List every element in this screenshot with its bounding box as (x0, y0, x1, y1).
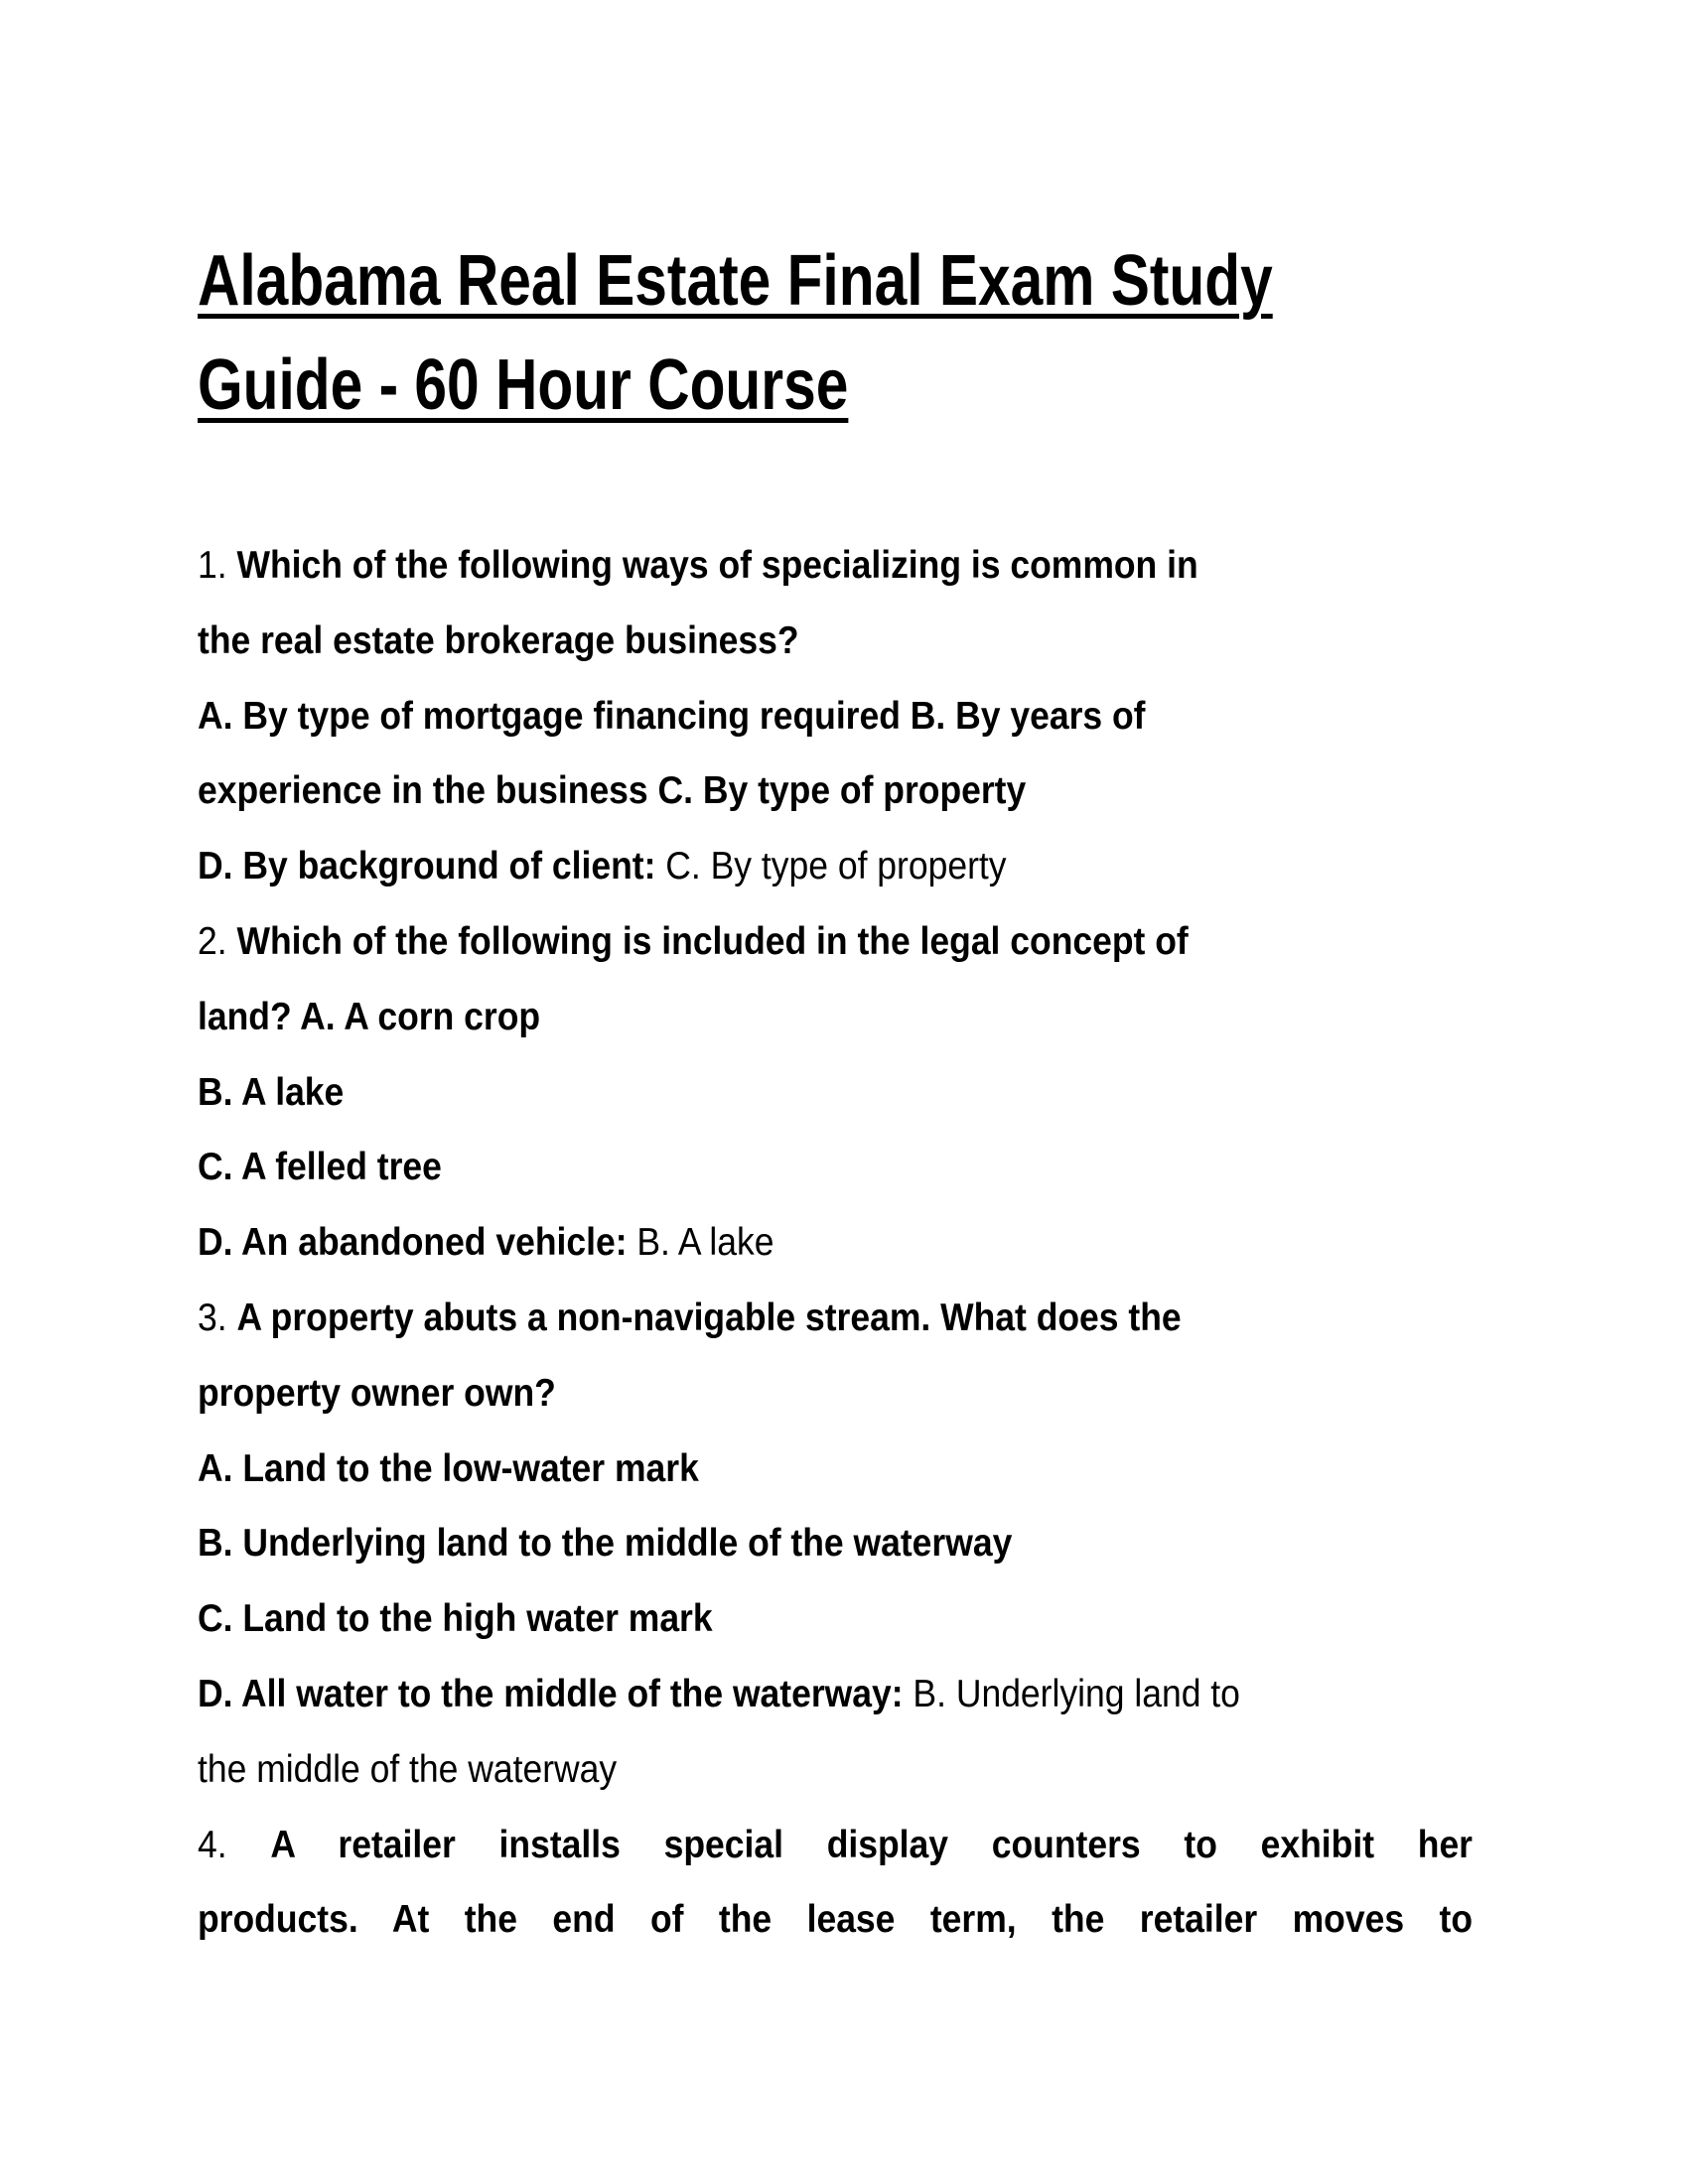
bold-text: experience in the business C. By type of property (198, 769, 1027, 813)
bold-text: Which of the following ways of specializing is common in (236, 544, 1198, 587)
text-line (198, 1506, 1473, 1581)
bold-text: property owner own? (198, 1371, 556, 1415)
bold-text: A property abuts a non-navigable stream. What does the (236, 1296, 1182, 1339)
regular-text: C. By type of property (655, 845, 1007, 888)
bold-text: Which of the following is included in the legal concept of (236, 919, 1189, 963)
text-line (198, 1808, 1473, 1883)
bold-text: D. By background of client: (198, 845, 656, 888)
text-line (198, 1205, 1473, 1281)
text-line (198, 1356, 1473, 1432)
regular-text: 2. (198, 919, 237, 963)
regular-text: 3. (198, 1296, 237, 1339)
regular-text: B. A lake (627, 1221, 774, 1265)
text-line (198, 1657, 1473, 1732)
document-body (198, 528, 1599, 1958)
bold-text: D. All water to the middle of the waterway: (198, 1672, 904, 1715)
text-line (198, 1432, 1473, 1507)
bold-text: C. A felled tree (198, 1146, 442, 1189)
regular-text: 4. (198, 1823, 271, 1866)
text-line (198, 679, 1473, 754)
document-title-line-1: Alabama Real Estate Final Exam Study (198, 241, 1273, 321)
regular-text: the middle of the waterway (198, 1747, 618, 1791)
bold-text: A retailer installs special display counters to exhibit her (270, 1823, 1473, 1866)
bold-text: land? A. A corn crop (198, 995, 541, 1038)
text-line (198, 1055, 1473, 1131)
regular-text: B. Underlying land to (903, 1672, 1240, 1715)
document-title-line-2: Guide - 60 Hour Course (198, 345, 849, 425)
text-line (198, 1732, 1473, 1808)
bold-text: C. Land to the high water mark (198, 1597, 713, 1641)
text-line (198, 1130, 1473, 1205)
bold-text: A. Land to the low-water mark (198, 1446, 699, 1490)
bold-text: B. A lake (198, 1070, 345, 1114)
bold-text: products. At the end of the lease term, the retailer moves to (198, 1898, 1474, 1942)
bold-text: B. Underlying land to the middle of the waterway (198, 1522, 1013, 1566)
text-line (198, 980, 1473, 1055)
text-line (198, 1882, 1473, 1958)
text-line (198, 753, 1473, 829)
regular-text: 1. (198, 544, 237, 587)
bold-text: D. An abandoned vehicle: (198, 1221, 628, 1265)
bold-text: A. By type of mortgage financing required B. By years of (198, 694, 1146, 738)
text-line (198, 1281, 1473, 1356)
text-line (198, 829, 1473, 904)
text-line (198, 528, 1473, 604)
text-line (198, 1581, 1473, 1657)
bold-text: the real estate brokerage business? (198, 618, 799, 662)
text-line (198, 604, 1473, 679)
text-line (198, 904, 1473, 980)
